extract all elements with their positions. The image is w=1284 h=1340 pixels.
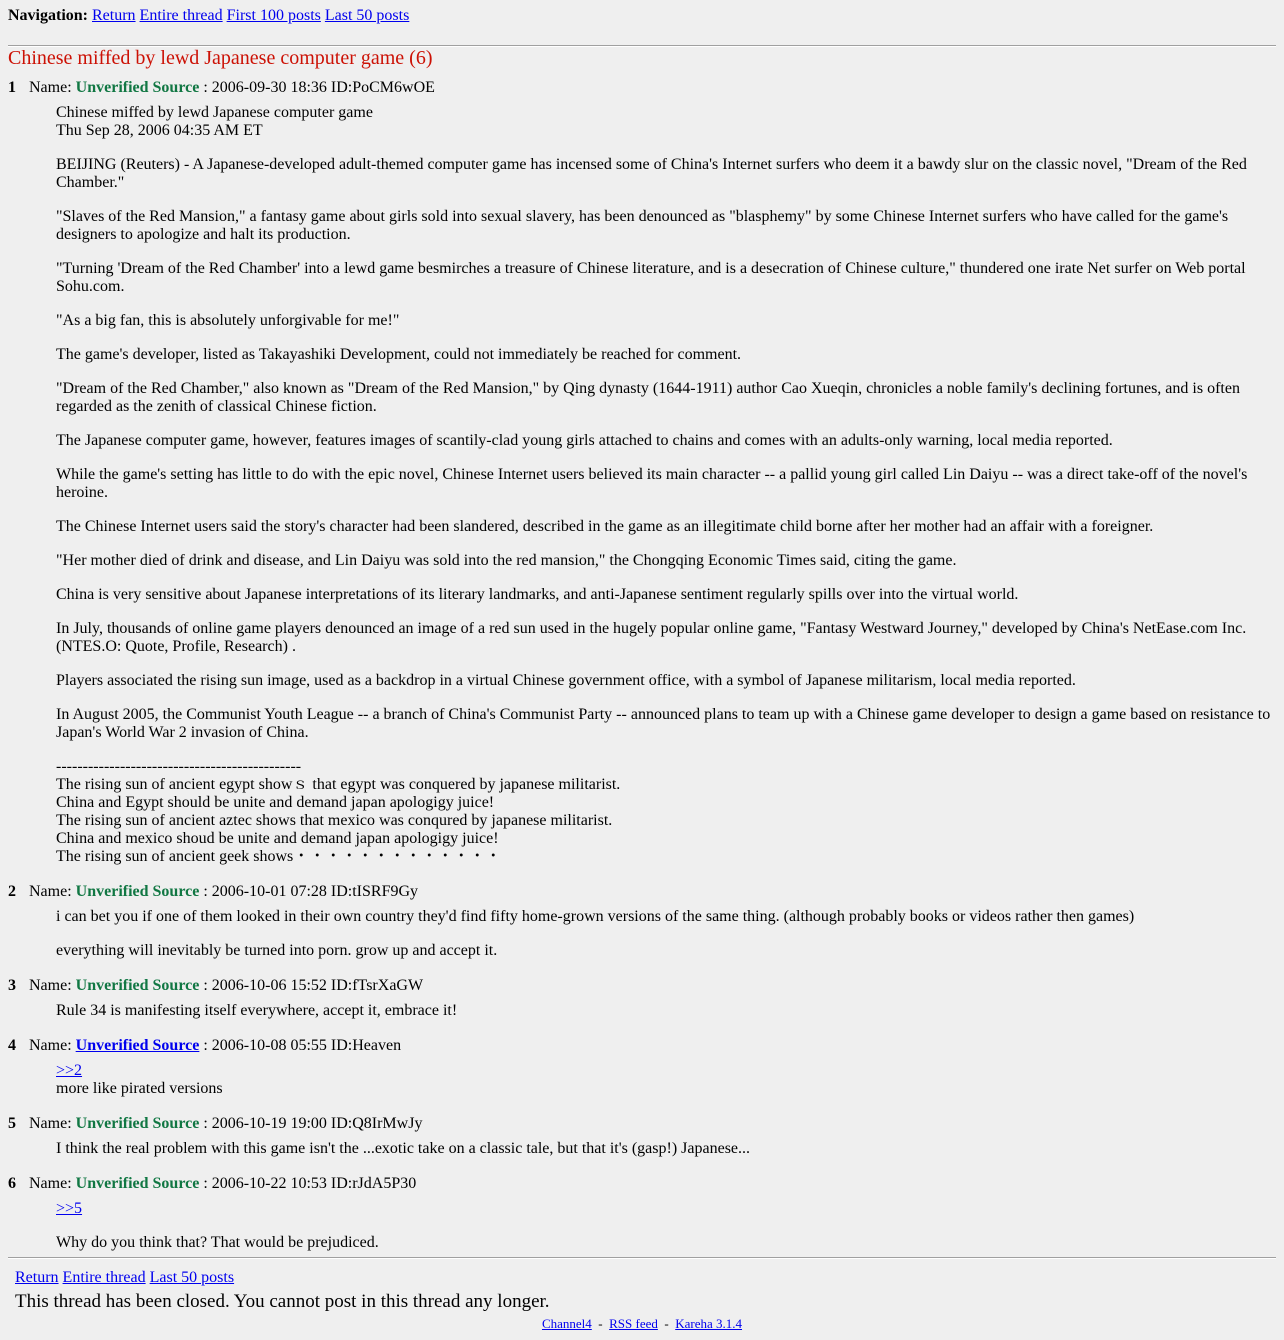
post-paragraph <box>56 208 1278 244</box>
post-paragraph <box>56 586 1278 604</box>
nav-last-50-link[interactable]: Last 50 posts <box>324 7 410 24</box>
post-paragraph <box>56 758 1278 866</box>
post-number: 3 <box>8 977 16 994</box>
post-text-line: Players associated the rising sun image, used as a backdrop in a virtual Chinese government office, with a symbol of Japanese militarism, local media reported. <box>56 672 1076 689</box>
post-text-line: Chinese miffed by lewd Japanese computer game <box>56 104 373 121</box>
post <box>8 1114 1278 1174</box>
post-text-line: "Turning 'Dream of the Red Chamber' into a lewd game besmirches a treasure of Chinese literature, and is a desecration of Chinese culture," thundered one irate Net surfer on Web portal Sohu.com. <box>56 260 1246 295</box>
post-text-line: The Japanese computer game, however, features images of scantily-clad young girls attached to chains and comes with an adults-only warning, local media reported. <box>56 432 1113 449</box>
post-meta: : 2006-10-01 07:28 ID:tISRF9Gy <box>199 883 419 900</box>
post-paragraph <box>56 432 1278 450</box>
footer-return-link[interactable]: Return <box>15 1269 59 1286</box>
post-meta: : 2006-10-08 05:55 ID:Heaven <box>199 1037 402 1054</box>
post-text-line: The game's developer, listed as Takayashiki Development, could not immediately be reached for comment. <box>56 346 742 363</box>
navigation-bar <box>8 7 409 25</box>
post-number: 5 <box>8 1115 16 1132</box>
post <box>8 1174 1278 1268</box>
post-meta: : 2006-10-06 15:52 ID:fTsrXaGW <box>199 977 424 994</box>
post-meta: : 2006-10-19 19:00 ID:Q8IrMwJy <box>199 1115 423 1132</box>
post-text-line: BEIJING (Reuters) - A Japanese-developed adult-themed computer game has incensed some of China's Internet surfers who deem it a bawdy slur on the classic novel, "Dream of the Red Chamber." <box>56 156 1247 191</box>
post-header <box>8 1114 1278 1134</box>
credit-separator: - <box>664 1316 669 1331</box>
post-text-line: "Slaves of the Red Mansion," a fantasy game about girls sold into sexual slavery, has been denounced as "blasphemy" by some Chinese Internet surfers who have called for the game's designers to apologize and halt its production. <box>56 208 1229 243</box>
post-text-line: more like pirated versions <box>56 1080 223 1097</box>
name-label: Name: <box>29 79 72 96</box>
thread-closed-message: This thread has been closed. You cannot post in this thread any longer. <box>15 1291 550 1312</box>
post-paragraph <box>56 156 1278 192</box>
post-number: 2 <box>8 883 16 900</box>
post-paragraph <box>56 908 1278 926</box>
footer-entire-thread-link[interactable]: Entire thread <box>62 1269 146 1286</box>
post-header <box>8 976 1278 996</box>
post-text-line: everything will inevitably be turned into porn. grow up and accept it. <box>56 942 498 959</box>
credits <box>0 1316 1284 1331</box>
post-paragraph <box>56 380 1278 416</box>
post-text-line: I think the real problem with this game isn't the ...exotic take on a classic tale, but that it's (gasp!) Japanese... <box>56 1140 751 1157</box>
channel4-link[interactable]: Channel4 <box>541 1316 592 1331</box>
post-paragraph <box>56 552 1278 570</box>
post-text-line: In August 2005, the Communist Youth League -- a branch of China's Communist Party -- announced plans to team up with a Chinese game developer to design a game based on resistance to Japan's World War 2 invasion of China. <box>56 706 1271 741</box>
rss-feed-link[interactable]: RSS feed <box>609 1316 658 1331</box>
post-text-line: China and Egypt should be unite and demand japan apologigy juice! <box>56 794 495 811</box>
nav-entire-thread-link[interactable]: Entire thread <box>139 7 223 24</box>
name-label: Name: <box>29 1037 72 1054</box>
post <box>8 882 1278 976</box>
poster-name: Unverified Source <box>75 883 200 900</box>
name-label: Name: <box>29 977 72 994</box>
credit-separator: - <box>598 1316 603 1331</box>
post-text-line: China and mexico shoud be unite and demand japan apologigy juice! <box>56 830 499 847</box>
post-text-line: "Dream of the Red Chamber," also known as "Dream of the Red Mansion," by Qing dynasty (1644-1911) author Cao Xueqin, chronicles a noble family's declining fortunes, and is often regarded as the zenith of classical Chinese fiction. <box>56 380 1240 415</box>
name-label: Name: <box>29 1115 72 1132</box>
post-paragraph <box>56 312 1278 330</box>
reply-quote-link[interactable]: >>2 <box>56 1062 83 1079</box>
post-header <box>8 78 1278 98</box>
poster-name[interactable]: Unverified Source <box>75 1037 200 1054</box>
poster-name: Unverified Source <box>75 79 200 96</box>
post-number: 4 <box>8 1037 16 1054</box>
post-text-line: The rising sun of ancient egypt showｓ that egypt was conquered by japanese militarist. <box>56 776 621 793</box>
poster-name: Unverified Source <box>75 1175 200 1192</box>
post-paragraph <box>56 1080 1278 1098</box>
post-paragraph <box>56 1002 1278 1020</box>
post-text-line: Rule 34 is manifesting itself everywhere, accept it, embrace it! <box>56 1002 458 1019</box>
poster-name: Unverified Source <box>75 977 200 994</box>
post-header <box>8 1036 1278 1056</box>
nav-return-link[interactable]: Return <box>92 7 136 24</box>
bottom-divider <box>8 1257 1276 1259</box>
name-label: Name: <box>29 1175 72 1192</box>
post-body <box>56 1062 1278 1114</box>
thread-title: Chinese miffed by lewd Japanese computer game (6) <box>8 47 433 69</box>
reply-paragraph <box>56 1200 1278 1218</box>
post-paragraph <box>56 466 1278 502</box>
post-text-line: ---------------------------------------------- <box>56 758 302 775</box>
post-paragraph <box>56 672 1278 690</box>
post <box>8 1036 1278 1114</box>
post-text-line: "As a big fan, this is absolutely unforgivable for me!" <box>56 312 400 329</box>
post-meta: : 2006-10-22 10:53 ID:rJdA5P30 <box>199 1175 417 1192</box>
post <box>8 78 1278 882</box>
post-text-line: The rising sun of ancient geek shows・・・・・・・・・・・・・ <box>56 848 502 865</box>
post-text-line: The Chinese Internet users said the story's character had been slandered, described in the game as an illegitimate child borne after her mother had an affair with a foreigner. <box>56 518 1154 535</box>
post-paragraph <box>56 942 1278 960</box>
navigation-label: Navigation: <box>8 7 88 24</box>
post-header <box>8 1174 1278 1194</box>
post-text-line: "Her mother died of drink and disease, and Lin Daiyu was sold into the red mansion," the Chongqing Economic Times said, citing the game. <box>56 552 957 569</box>
post-body <box>56 1140 1278 1174</box>
post-paragraph <box>56 1234 1278 1252</box>
post <box>8 976 1278 1036</box>
poster-name: Unverified Source <box>75 1115 200 1132</box>
footer-last-50-link[interactable]: Last 50 posts <box>149 1269 235 1286</box>
name-label: Name: <box>29 883 72 900</box>
reply-quote-link[interactable]: >>5 <box>56 1200 83 1217</box>
post-meta: : 2006-09-30 18:36 ID:PoCM6wOE <box>199 79 435 96</box>
post-body <box>56 908 1278 976</box>
footer-links <box>15 1269 234 1287</box>
reply-paragraph <box>56 1062 1278 1080</box>
post-body <box>56 104 1278 882</box>
post-text-line: In July, thousands of online game players denounced an image of a red sun used in the hugely popular online game, "Fantasy Westward Journey," developed by China's NetEase.com Inc. (NTES.O: Quote, Profile, Research) . <box>56 620 1247 655</box>
post-text-line: China is very sensitive about Japanese interpretations of its literary landmarks, and anti-Japanese sentiment regularly spills over into the virtual world. <box>56 586 1019 603</box>
nav-first-100-link[interactable]: First 100 posts <box>226 7 321 24</box>
post-number: 1 <box>8 79 16 96</box>
post-body <box>56 1002 1278 1036</box>
kareha-link[interactable]: Kareha 3.1.4 <box>675 1316 743 1331</box>
post-text-line: Why do you think that? That would be prejudiced. <box>56 1234 379 1251</box>
post-paragraph <box>56 518 1278 536</box>
post-paragraph <box>56 706 1278 742</box>
post-paragraph <box>56 346 1278 364</box>
post-text-line: The rising sun of ancient aztec shows that mexico was conqured by japanese militarist. <box>56 812 613 829</box>
post-paragraph <box>56 104 1278 140</box>
post-header <box>8 882 1278 902</box>
post-list <box>8 78 1278 1268</box>
post-text-line: i can bet you if one of them looked in their own country they'd find fifty home-grown versions of the same thing. (although probably books or videos rather then games) <box>56 908 1135 925</box>
post-paragraph <box>56 260 1278 296</box>
post-text-line: While the game's setting has little to do with the epic novel, Chinese Internet users believed its main character -- a pallid young girl called Lin Daiyu -- was a direct take-off of the novel's heroine. <box>56 466 1248 501</box>
post-paragraph <box>56 620 1278 656</box>
post-paragraph <box>56 1140 1278 1158</box>
post-text-line: Thu Sep 28, 2006 04:35 AM ET <box>56 122 263 139</box>
post-number: 6 <box>8 1175 16 1192</box>
